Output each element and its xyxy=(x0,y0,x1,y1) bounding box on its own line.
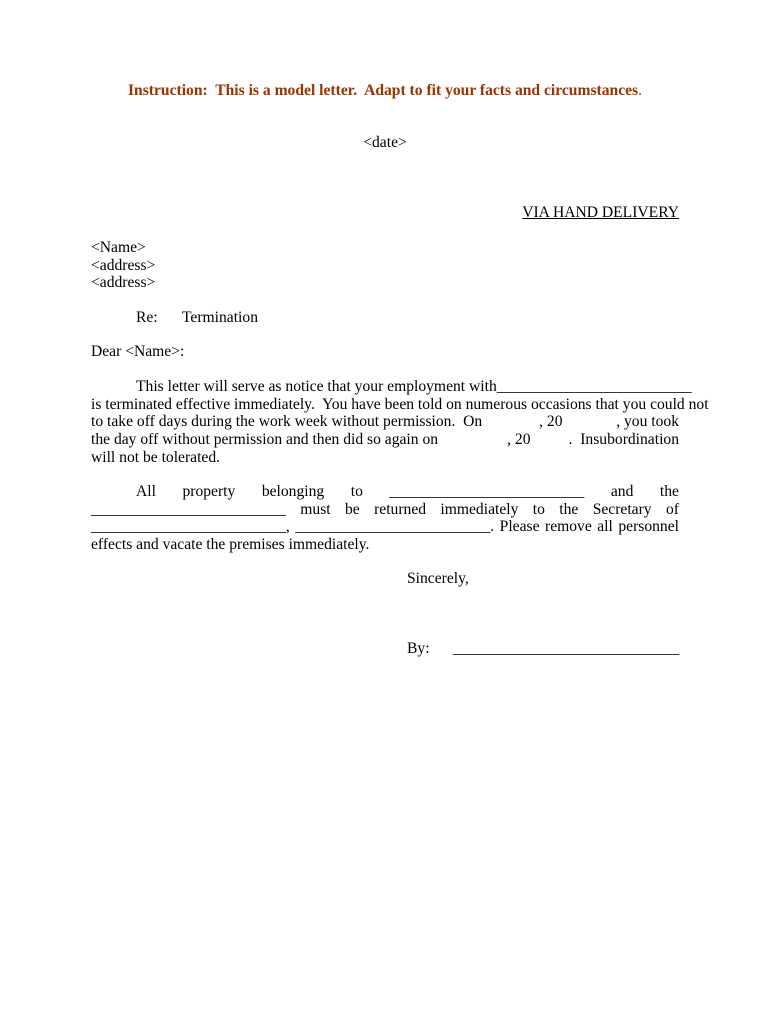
secretary-blank-1: _________________________, xyxy=(91,518,290,536)
property-owner-blank: _________________________ xyxy=(389,483,585,500)
instruction-note xyxy=(0,82,770,100)
paragraph-line: to take off days during the work week without permission. On , 20 , you took xyxy=(91,413,679,431)
recipient-address-line-1: <address> xyxy=(91,257,156,274)
paragraph-line: will not be tolerated. xyxy=(91,448,221,466)
recipient-address-line-2: <address> xyxy=(91,274,156,291)
signature-label: By: xyxy=(407,640,430,657)
paragraph-line: is terminated effective immediately. You have been told on numerous occasions that you could not xyxy=(91,395,709,413)
secretary-blank-2: _________________________. xyxy=(295,518,495,536)
paragraph-line: _________________________, _________________________. Please remove all personnel xyxy=(91,518,679,536)
recipient-name: <Name> xyxy=(91,239,146,256)
instruction-period: . xyxy=(638,82,643,99)
paragraph-line: effects and vacate the premises immediately. xyxy=(91,536,370,554)
body-paragraph-2 xyxy=(91,483,679,554)
closing: Sincerely, xyxy=(407,570,469,587)
delivery-method: VIA HAND DELIVERY xyxy=(522,204,679,221)
paragraph-line: All property belonging to _________________________ and the xyxy=(136,483,679,500)
paragraph-line: _________________________ must be returned immediately to the Secretary of xyxy=(91,500,679,518)
re-subject: Termination xyxy=(182,309,258,326)
signature-line: _____________________________ xyxy=(453,640,680,657)
property-blank: _________________________ xyxy=(91,500,286,518)
letter-date: <date> xyxy=(363,134,407,151)
salutation: Dear <Name>: xyxy=(91,343,185,360)
body-paragraph-1 xyxy=(91,378,709,466)
employer-blank: _________________________ xyxy=(496,378,692,395)
instruction-text: Instruction: This is a model letter. Adapt to fit your facts and circumstances xyxy=(127,82,639,99)
paragraph-line: This letter will serve as notice that your employment with _________________________ xyxy=(136,378,692,395)
paragraph-line: the day off without permission and then did so again on , 20 . Insubordination xyxy=(91,431,679,449)
re-label: Re: xyxy=(136,309,158,326)
